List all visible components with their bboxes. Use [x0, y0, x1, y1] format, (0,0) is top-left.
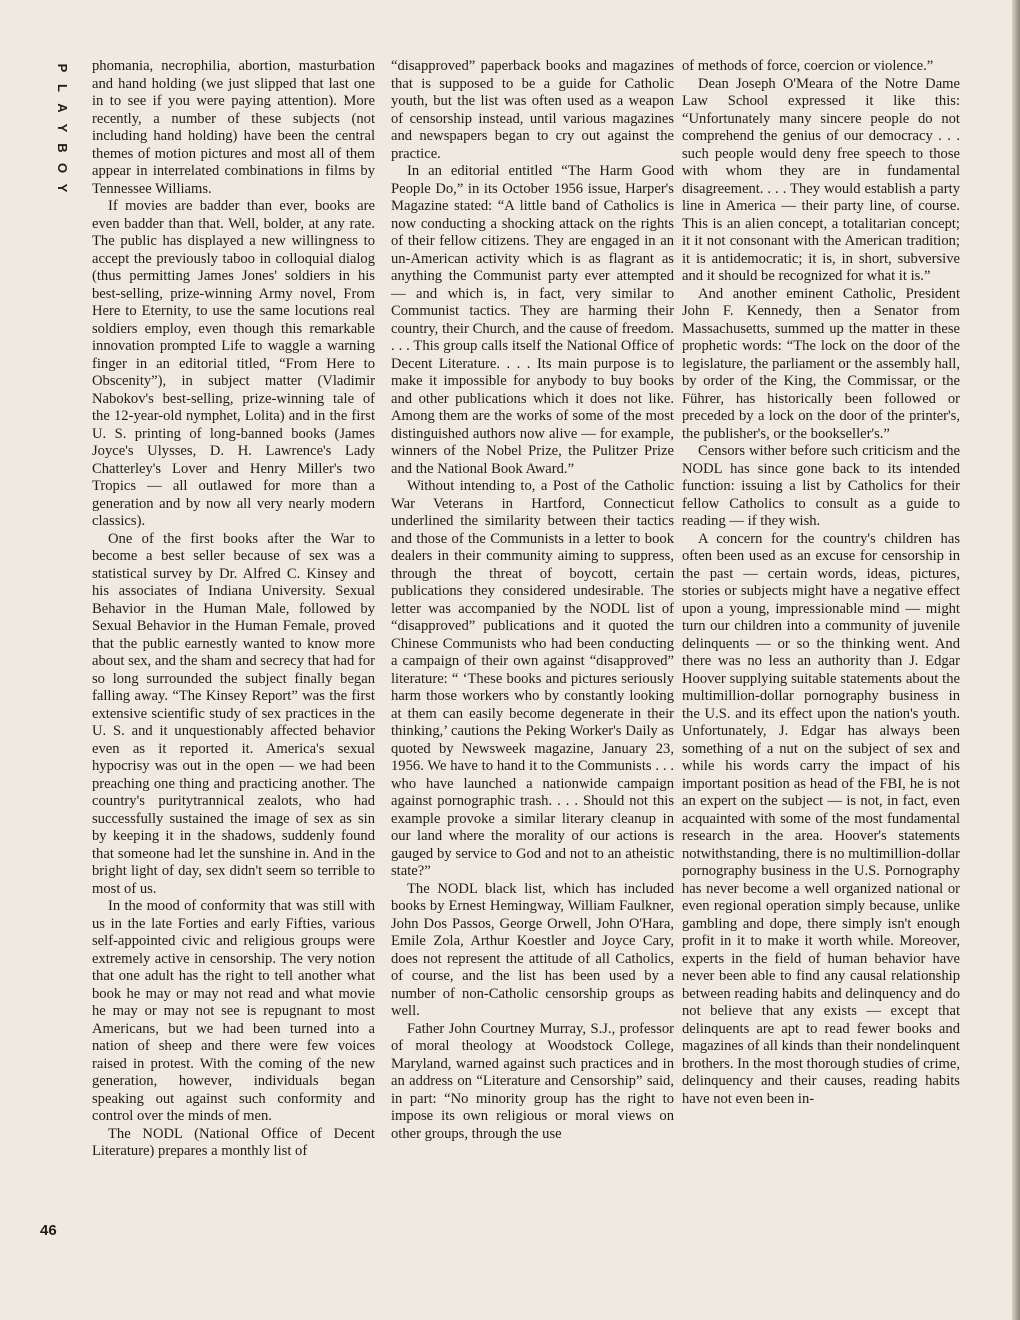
masthead-vertical: [52, 58, 72, 198]
paragraph: of methods of force, coercion or violence.”: [682, 58, 934, 74]
paragraph: Dean Joseph O'Meara of the Notre Dame Law School expressed it like this: “Unfortunately many sincere people do not comprehend the genius of our democracy . . . such people would deny free speech to those with whom they are in fundamental disagreement. . . . They would establish a party line in America — their party line, of course. This is an alien concept, a totalitarian concept; it it not consonant with the American tradition; it is antidemocratic; it is, in short, subversive and it should be recognized for what it is.”: [682, 75, 960, 284]
paragraph: The NODL black list, which has included books by Ernest Hemingway, William Faulkner, John Dos Passos, George Orwell, John O'Hara, Emile Zola, Arthur Koestler and Joyce Cary, does not represent the attitude of all Catholics, of course, and the list has been used by a number of non-Catholic censorship groups as well.: [391, 880, 674, 1019]
masthead-letter: Y: [55, 123, 70, 133]
paragraph: Without intending to, a Post of the Catholic War Veterans in Hartford, Connecticut underlined the similarity between their tactics and those of the Communists in a letter to book dealers in their community aiming to suppress, through the threat of boycott, certain publications they considered undesirable. The letter was accompanied by the NODL list of “disapproved” publications and it quoted the Chinese Communists who had been conducting a campaign of their own against “disapproved” literature: “ ‘These books and pictures seriously harm those workers who by constantly looking at them can easily become degenerate in their thinking,’ cautions the Peking Worker's Daily as quoted by Newsweek magazine, January 23, 1956. We have to hand it to the Communists . . . who have launched a nationwide campaign against pornographic trash. . . . Should not this example provoke a similar literary cleanup in our land where the morality of our actions is gauged by service to God and not to an atheistic state?”: [391, 478, 674, 879]
paragraph: In the mood of conformity that was still with us in the late Forties and early Fifties, various self-appointed civic and religious groups were extremely active in censorship. The very notion that one adult has the right to tell another what book he may or may not read and what movie he may or may not see is repugnant to most Americans, but we had been turned into a nation of sheep and there were few voices raised in protest. With the coming of the new generation, however, individuals began speaking out against such conformity and control over the minds of men.: [92, 898, 375, 1124]
paragraph: A concern for the country's children has often been used as an excuse for censorship in the past — certain words, ideas, pictures, stories or subjects might have a negative effect upon a young, impressionable mind — might turn our children into a community of juvenile delinquents — or so the thinking went. And there was no less an authority than J. Edgar Hoover supplying suitable statements about the multimillion-dollar pornography business in the U.S. and its effect upon the nation's youth. Unfortunately, J. Edgar has always been something of a nut on the subject of sex and while his words carry the impact of his important position as head of the FBI, he is not an expert on the subject — is not, in fact, even acquainted with some of the most fundamental research in the area. Hoover's statements notwithstanding, there is no multimillion-dollar pornography business in the U.S. Pornography has never become a well organized national or even regional operation simply because, unlike gambling and dope, there simply isn't enough profit in it to make it worth while. Moreover, experts in the field of human behavior have never been able to find any causal relationship between reading habits and delinquency and do not believe that any exists — except that delinquents are apt to read fewer books and magazines of all kinds than their nondelinquent brothers. In the most thorough studies of crime, delinquency and their causes, reading habits have not even been in-: [682, 530, 960, 1107]
paragraph: “disapproved” paperback books and magazines that is supposed to be a guide for Catholic youth, but the list was often used as a weapon of censorship instead, until various magazines and newspapers began to cry out against the practice.: [391, 58, 674, 162]
paragraph: The NODL (National Office of Decent Literature) prepares a monthly list of: [92, 1125, 375, 1159]
page-edge: [1012, 0, 1020, 1320]
paragraph: If movies are badder than ever, books are even badder than that. Well, bolder, at any rate. The public has displayed a new willingness to accept the previously taboo in colloquial dialog (thus permitting James Jones' soldiers in his best-selling, prize-winning Army novel, From Here to Eternity, to use the same locutions real soldiers employ, even though this remarkable innovation prompted Life to waggle a warning finger in an editorial titled, “From Here to Obscenity”), in subject matter (Vladimir Nabokov's best-selling, prize-winning tale of the 12-year-old nymphet, Lolita) and in the first U. S. printing of long-banned books (James Joyce's Ulysses, D. H. Lawrence's Lady Chatterley's Lover and Henry Miller's two Tropics — all outlawed for more than a generation and by now all very nearly modern classics).: [92, 198, 375, 529]
page-number: 46: [40, 1222, 57, 1239]
paragraph: Father John Courtney Murray, S.J., professor of moral theology at Woodstock College, Maryland, warned against such practices and in an address on “Literature and Censorship” said, in part: “No minority group has the right to impose its own religious or moral views on other groups, through the use: [391, 1020, 674, 1142]
masthead-letter: P: [55, 63, 70, 73]
masthead-letter: O: [55, 162, 70, 174]
masthead-letter: A: [55, 103, 70, 113]
column-1: [92, 58, 375, 1161]
column-2: [391, 58, 674, 1143]
paragraph: phomania, necrophilia, abortion, masturbation and hand holding (we just slipped that last one in to see if you were paying attention). More recently, a number of these subjects (not including hand holding) have been the central themes of motion pictures and most all of them appear in interrelated combinations in films by Tennessee Williams.: [92, 58, 375, 197]
masthead-letter: L: [55, 84, 70, 92]
masthead-letter: B: [55, 143, 70, 153]
paragraph: One of the first books after the War to become a best seller because of sex was a statistical survey by Dr. Alfred C. Kinsey and his associates of Indiana University. Sexual Behavior in the Human Male, followed by Sexual Behavior in the Human Female, proved that the public earnestly wanted to know more about sex, and the sham and secrecy that had for so long surrounded the subject finally began falling away. “The Kinsey Report” was the first extensive scientific study of sex practices in the U. S. and it unquestionably affected behavior even as it reported it. America's sexual hypocrisy was out in the open — we had been preaching one thing and practicing another. The country's puritytrannical zealots, who had successfully sustained the image of sex as sin by keeping it in the shadows, suddenly found that someone had let the sunshine in. And in the bright light of day, sex didn't seem so terrible to most of us.: [92, 530, 375, 897]
column-3: [682, 58, 960, 1108]
paragraph: Censors wither before such criticism and the NODL has since gone back to its intended function: issuing a list by Catholics for their fellow Catholics to consult as a guide to reading — if they wish.: [682, 443, 960, 529]
paragraph: And another eminent Catholic, President John F. Kennedy, then a Senator from Massachusetts, summed up the matter in these prophetic words: “The lock on the door of the legislature, the parliament or the assembly hall, by order of the King, the Commissar, or the Führer, has historically been followed or preceded by a lock on the door of the printer's, the publisher's, or the bookseller's.”: [682, 285, 960, 442]
paragraph: In an editorial entitled “The Harm Good People Do,” in its October 1956 issue, Harper's Magazine stated: “A little band of Catholics is now conducting a shocking attack on the rights of their fellow citizens. They are engaged in an un-American activity which is as flagrant as anything the Communist party ever attempted — and which is, in fact, very similar to Communist tactics. They are harming their country, their Church, and the cause of freedom. . . . This group calls itself the National Office of Decent Literature. . . . Its main purpose is to make it impossible for anybody to buy books and other publications which it does not like. Among them are the works of some of the most distinguished authors now alive — for example, winners of the Nobel Prize, the Pulitzer Prize and the National Book Award.”: [391, 163, 674, 477]
masthead-letter: Y: [55, 183, 70, 193]
